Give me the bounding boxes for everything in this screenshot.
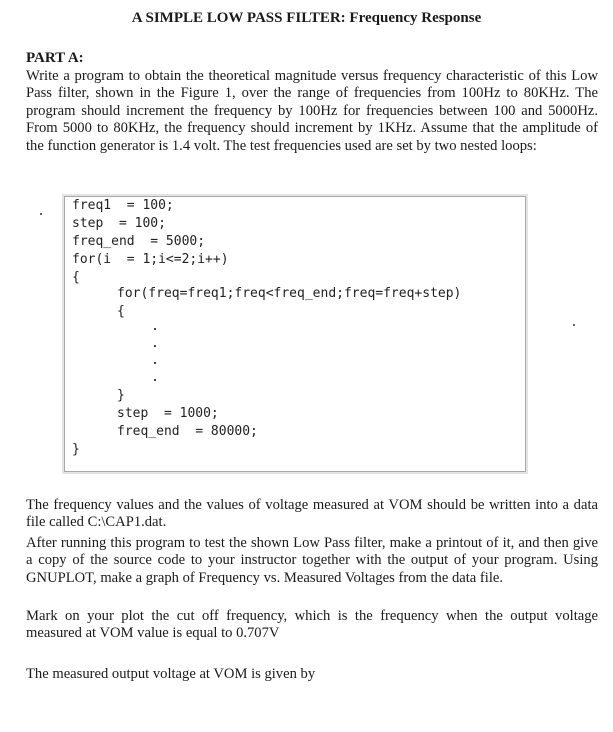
part-heading: PART A: [26,50,84,66]
document-title: A SIMPLE LOW PASS FILTER: Frequency Response [131,10,482,26]
code-inner-close [117,387,258,441]
cutoff-paragraph: Mark on your plot the cut off frequency, which is the frequency when the output voltage measured at VOM value is equal to 0.707V [26,608,598,642]
code-line-open-outer: { [72,270,80,285]
printout-paragraph: After running this program to test the shown Low Pass filter, make a printout of it, and then give a copy of the source code to your instructor together with the output of your program. Using GNUPLOT, make a graph of Frequency vs. Measured Voltages from the data file. [26,535,598,586]
code-outer-header [72,197,229,287]
code-line-open-inner: { [117,304,125,319]
intro-paragraph: Write a program to obtain the theoretical magnitude versus frequency characteristic of this Low Pass filter, shown in the Figure 1, over the range of frequencies from 100Hz to 80KHz. The program should increment the frequency by 100Hz for frequencies between 100 and 5000Hz. From 5000 to 80KHz, the frequency should increment by 1KHz. Assume that the amplitude of the function generator is 1.4 volt. The test frequencies used are set by two nested loops: [26,68,598,154]
ellipsis-dot [154,328,156,330]
code-line-for-inner: for(freq=freq1;freq<freq_end;freq=freq+step) [117,286,462,301]
ellipsis-dot [154,362,156,364]
code-line-for-outer: for(i = 1;i<=2;i++) [72,252,229,267]
code-line-freq1: freq1 = 100; [72,198,174,213]
measured-voltage-paragraph: The measured output voltage at VOM is given by [26,666,316,682]
code-line-step: step = 100; [72,216,166,231]
code-line-freq-end-80000: freq_end = 80000; [117,424,258,439]
ellipsis-dot [154,379,156,381]
code-outer-close [72,441,80,459]
code-line-close-outer: } [72,442,80,457]
code-line-step-1000: step = 1000; [117,406,219,421]
code-line-close-inner: } [117,388,125,403]
output-file-paragraph: The frequency values and the values of voltage measured at VOM should be written into a data file called C:\CAP1.dat. [26,497,598,531]
stray-mark-left [40,213,42,215]
stray-mark-right [573,324,575,326]
code-inner-loop [117,285,461,321]
ellipsis-dot [154,345,156,347]
code-line-freq-end: freq_end = 5000; [72,234,206,249]
code-box [64,196,526,472]
